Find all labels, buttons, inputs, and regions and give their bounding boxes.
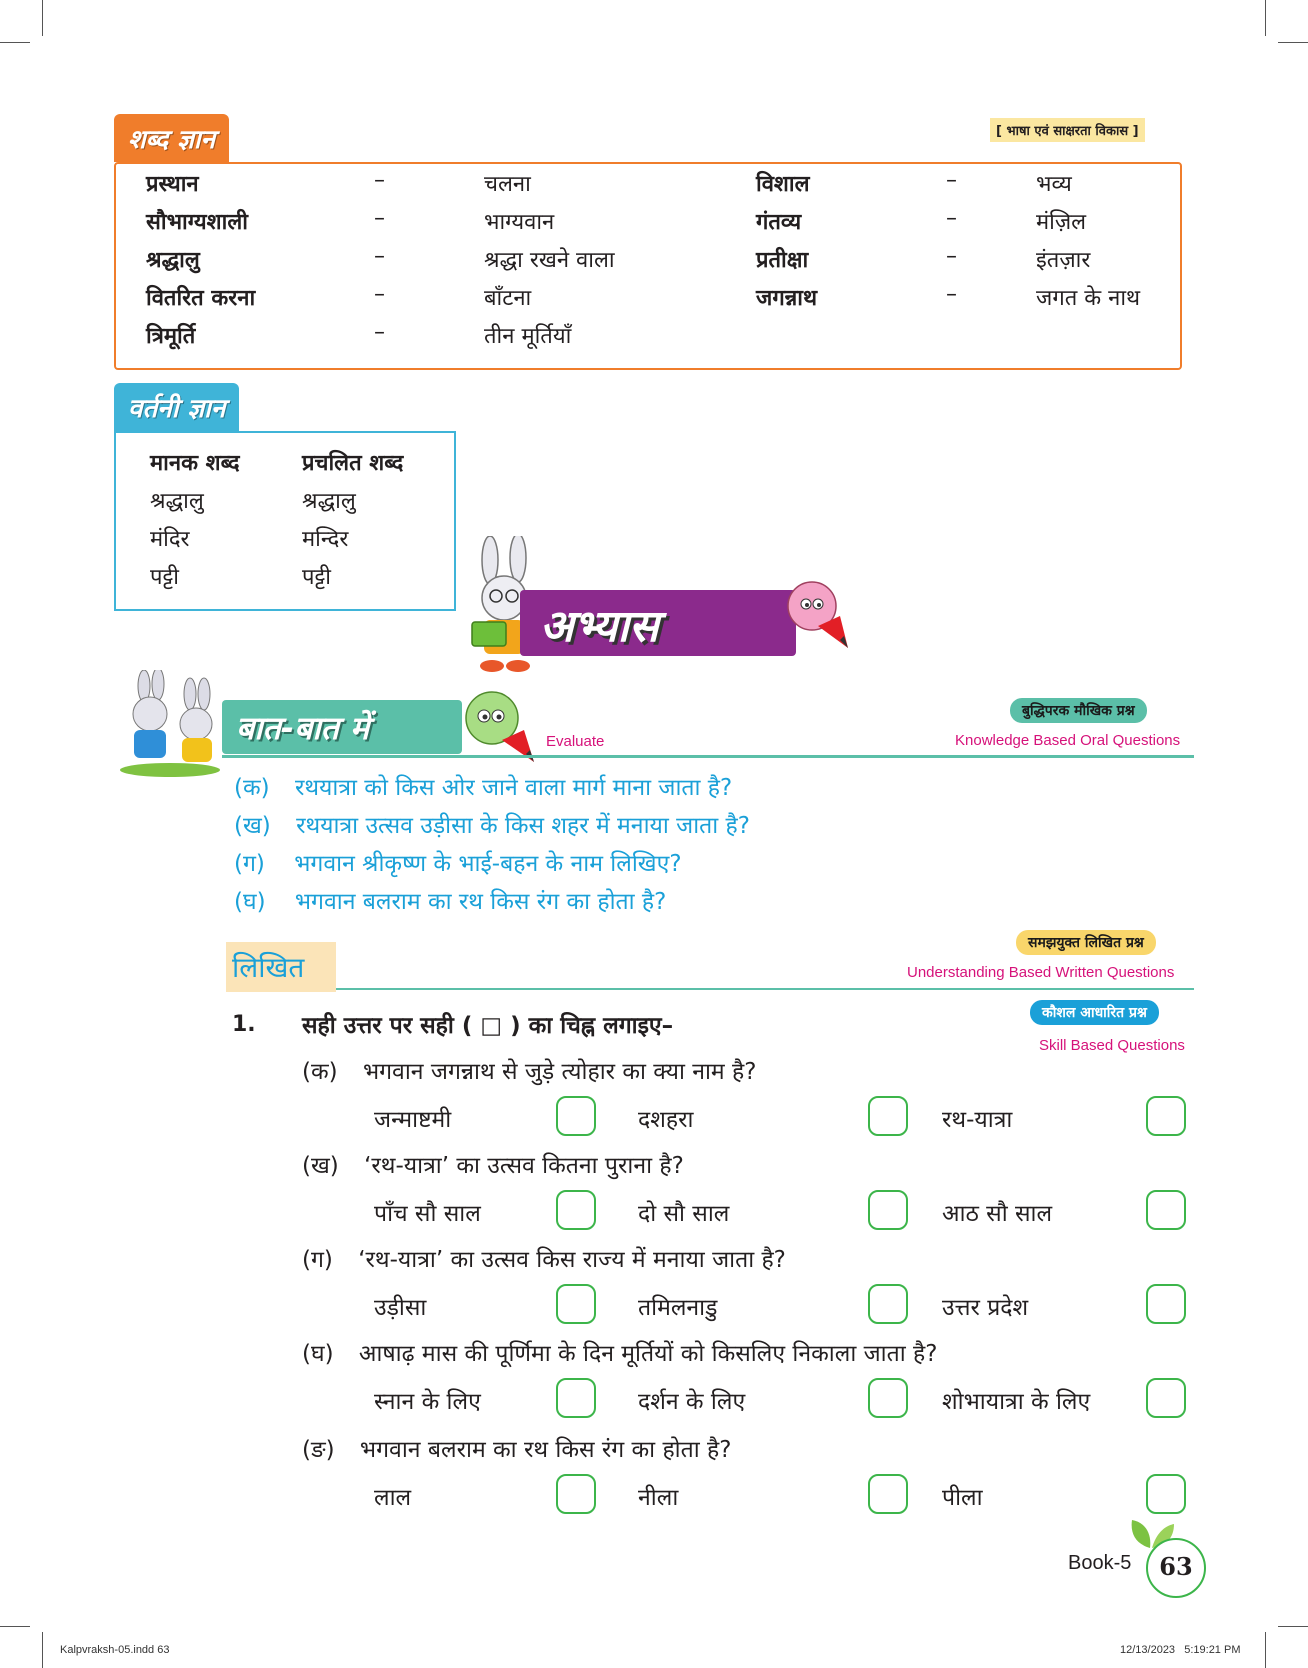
vocab-term: प्रस्थान bbox=[146, 172, 199, 197]
practice-title: अभ्यास bbox=[540, 601, 659, 652]
practice-banner bbox=[520, 590, 796, 656]
mcq-option: लाल bbox=[374, 1485, 412, 1511]
footer-datetime: 12/13/2023 5:19:21 PM bbox=[1120, 1644, 1241, 1656]
vocab-dash: – bbox=[946, 282, 957, 307]
answer-checkbox[interactable] bbox=[1146, 1474, 1186, 1514]
written-question-tag-english: Understanding Based Written Questions bbox=[907, 964, 1175, 981]
vocab-dash: – bbox=[374, 320, 385, 345]
oral-question bbox=[234, 846, 682, 878]
mcq-text: ‘रथ-यात्रा’ का उत्सव किस राज्य में मनाया जाता है? bbox=[358, 1247, 786, 1273]
crop-mark bbox=[1278, 1626, 1308, 1627]
oral-question bbox=[234, 770, 732, 802]
vocab-meaning: मंज़िल bbox=[1036, 210, 1087, 235]
two-rabbits-illustration bbox=[110, 670, 224, 784]
mcq-option: उड़ीसा bbox=[374, 1295, 427, 1321]
vocab-meaning: भाग्यवान bbox=[484, 210, 555, 235]
answer-checkbox[interactable] bbox=[868, 1474, 908, 1514]
vocab-dash: – bbox=[374, 206, 385, 231]
vocab-meaning: चलना bbox=[484, 172, 531, 197]
oral-question bbox=[234, 808, 750, 840]
mcq-option: दो सौ साल bbox=[638, 1201, 730, 1227]
oral-divider bbox=[222, 755, 1194, 758]
mcq-label: (घ) bbox=[302, 1341, 334, 1367]
vocab-term: विशाल bbox=[756, 172, 810, 197]
vocab-term: वितरित करना bbox=[146, 286, 256, 311]
crop-mark bbox=[1278, 42, 1308, 43]
answer-checkbox[interactable] bbox=[556, 1284, 596, 1324]
written-section-title: लिखित bbox=[232, 951, 305, 984]
mcq-label: (ग) bbox=[302, 1247, 333, 1273]
mcq-option: पीला bbox=[942, 1485, 983, 1511]
question-number: 1. bbox=[232, 1012, 256, 1037]
common-word: पट्टी bbox=[302, 565, 331, 590]
mcq-text: ‘रथ-यात्रा’ का उत्सव कितना पुराना है? bbox=[364, 1153, 684, 1179]
footer-file: Kalpvraksh-05.indd 63 bbox=[60, 1644, 170, 1656]
answer-checkbox[interactable] bbox=[868, 1378, 908, 1418]
oral-question-label: (ख) bbox=[234, 813, 271, 839]
vocab-term: त्रिमूर्ति bbox=[146, 324, 196, 349]
answer-checkbox[interactable] bbox=[556, 1474, 596, 1514]
oral-question-label: (क) bbox=[234, 775, 270, 801]
written-question-tag: समझयुक्त लिखित प्रश्न bbox=[1016, 930, 1156, 955]
answer-checkbox[interactable] bbox=[868, 1190, 908, 1230]
mcq-option: दर्शन के लिए bbox=[638, 1389, 746, 1415]
written-title-bg bbox=[226, 942, 336, 992]
mcq-option: स्नान के लिए bbox=[374, 1389, 481, 1415]
common-word: मन्दिर bbox=[302, 527, 349, 552]
crop-mark bbox=[42, 0, 43, 36]
oral-question-text: रथयात्रा उत्सव उड़ीसा के किस शहर में मनाया जाता है? bbox=[296, 813, 750, 839]
instruction-text: सही उत्तर पर सही ( □ ) का चिह्न लगाइए– bbox=[302, 1013, 674, 1039]
answer-checkbox[interactable] bbox=[1146, 1284, 1186, 1324]
vocab-dash: – bbox=[946, 244, 957, 269]
oral-question-text: रथयात्रा को किस ओर जाने वाला मार्ग माना जाता है? bbox=[294, 775, 733, 801]
vocab-dash: – bbox=[374, 282, 385, 307]
oral-question-text: भगवान बलराम का रथ किस रंग का होता है? bbox=[294, 889, 667, 915]
vocab-dash: – bbox=[946, 206, 957, 231]
mcq-question bbox=[302, 1242, 786, 1274]
oral-section-title: बात-बात में bbox=[236, 709, 370, 747]
standard-word: मंदिर bbox=[150, 527, 190, 552]
skill-question-tag-english: Skill Based Questions bbox=[1039, 1037, 1185, 1054]
mcq-option: शोभायात्रा के लिए bbox=[942, 1389, 1091, 1415]
crop-mark bbox=[1265, 1632, 1266, 1668]
vocab-dash: – bbox=[946, 168, 957, 193]
mcq-option: पाँच सौ साल bbox=[374, 1201, 481, 1227]
mcq-label: (ङ) bbox=[302, 1437, 335, 1463]
vocab-meaning: जगत के नाथ bbox=[1036, 286, 1141, 311]
vocab-term: गंतव्य bbox=[756, 210, 802, 235]
answer-checkbox[interactable] bbox=[868, 1096, 908, 1136]
mcq-label: (ख) bbox=[302, 1153, 339, 1179]
vocab-meaning: बाँटना bbox=[484, 286, 532, 311]
answer-checkbox[interactable] bbox=[1146, 1190, 1186, 1230]
page-number: 63 bbox=[1159, 1552, 1193, 1581]
answer-checkbox[interactable] bbox=[1146, 1096, 1186, 1136]
mcq-text: आषाढ़ मास की पूर्णिमा के दिन मूर्तियों को किसलिए निकाला जाता है? bbox=[358, 1341, 938, 1367]
mcq-option: रथ-यात्रा bbox=[942, 1107, 1013, 1133]
book-label: Book-5 bbox=[1068, 1552, 1132, 1574]
mcq-option: तमिलनाडु bbox=[638, 1295, 718, 1321]
crop-mark bbox=[0, 42, 30, 43]
vocab-dash: – bbox=[374, 244, 385, 269]
mcq-label: (क) bbox=[302, 1059, 338, 1085]
skill-question-tag: कौशल आधारित प्रश्न bbox=[1030, 1000, 1159, 1025]
vocab-meaning: तीन मूर्तियाँ bbox=[484, 324, 572, 349]
vocab-term: जगन्नाथ bbox=[756, 286, 818, 311]
mcq-question bbox=[302, 1336, 937, 1368]
crop-mark bbox=[1265, 0, 1266, 36]
standard-word-header: मानक शब्द bbox=[150, 451, 240, 476]
mcq-option: जन्माष्टमी bbox=[374, 1107, 452, 1133]
common-word: श्रद्धालु bbox=[302, 489, 356, 514]
standard-word: पट्टी bbox=[150, 565, 179, 590]
oral-question-label: (ग) bbox=[234, 851, 265, 877]
vocab-meaning: श्रद्धा रखने वाला bbox=[484, 248, 615, 273]
spelling-box bbox=[114, 431, 456, 611]
answer-checkbox[interactable] bbox=[556, 1190, 596, 1230]
mcq-option: दशहरा bbox=[638, 1107, 694, 1133]
pencil-mascot-illustration bbox=[782, 576, 852, 654]
vocab-term: प्रतीक्षा bbox=[756, 248, 809, 273]
mcq-option: उत्तर प्रदेश bbox=[942, 1295, 1029, 1321]
page-number-circle bbox=[1146, 1538, 1206, 1598]
vocab-dash: – bbox=[374, 168, 385, 193]
crop-mark bbox=[0, 1626, 30, 1627]
oral-question-text: भगवान श्रीकृष्ण के भाई-बहन के नाम लिखिए? bbox=[294, 851, 682, 877]
mcq-option: आठ सौ साल bbox=[942, 1201, 1053, 1227]
answer-checkbox[interactable] bbox=[556, 1378, 596, 1418]
oral-section-banner bbox=[222, 700, 462, 754]
vocab-box bbox=[114, 162, 1182, 370]
answer-checkbox[interactable] bbox=[556, 1096, 596, 1136]
vocab-section-title: शब्द ज्ञान bbox=[114, 114, 229, 162]
mcq-question bbox=[302, 1054, 756, 1086]
common-word-header: प्रचलित शब्द bbox=[302, 451, 404, 476]
vocab-term: श्रद्धालु bbox=[146, 248, 200, 273]
standard-word: श्रद्धालु bbox=[150, 489, 204, 514]
crop-mark bbox=[42, 1632, 43, 1668]
mcq-option: नीला bbox=[638, 1485, 679, 1511]
oral-question-tag: बुद्धिपरक मौखिक प्रश्न bbox=[1010, 698, 1147, 723]
oral-question bbox=[234, 884, 666, 916]
vocab-term: सौभाग्यशाली bbox=[146, 210, 248, 235]
written-divider bbox=[336, 988, 1194, 990]
mcq-question bbox=[302, 1148, 684, 1180]
vocab-meaning: भव्य bbox=[1036, 172, 1072, 197]
spelling-section-title: वर्तनी ज्ञान bbox=[114, 383, 239, 431]
oral-question-tag-english: Knowledge Based Oral Questions bbox=[955, 732, 1181, 749]
answer-checkbox[interactable] bbox=[868, 1284, 908, 1324]
evaluate-label: Evaluate bbox=[546, 733, 605, 750]
oral-question-label: (घ) bbox=[234, 889, 266, 915]
answer-checkbox[interactable] bbox=[1146, 1378, 1186, 1418]
mcq-text: भगवान जगन्नाथ से जुड़े त्योहार का क्या नाम है? bbox=[362, 1059, 757, 1085]
mcq-text: भगवान बलराम का रथ किस रंग का होता है? bbox=[359, 1437, 732, 1463]
vocab-meaning: इंतज़ार bbox=[1036, 248, 1091, 273]
mcq-question bbox=[302, 1432, 731, 1464]
language-literacy-tag: [ भाषा एवं साक्षरता विकास ] bbox=[990, 118, 1145, 142]
